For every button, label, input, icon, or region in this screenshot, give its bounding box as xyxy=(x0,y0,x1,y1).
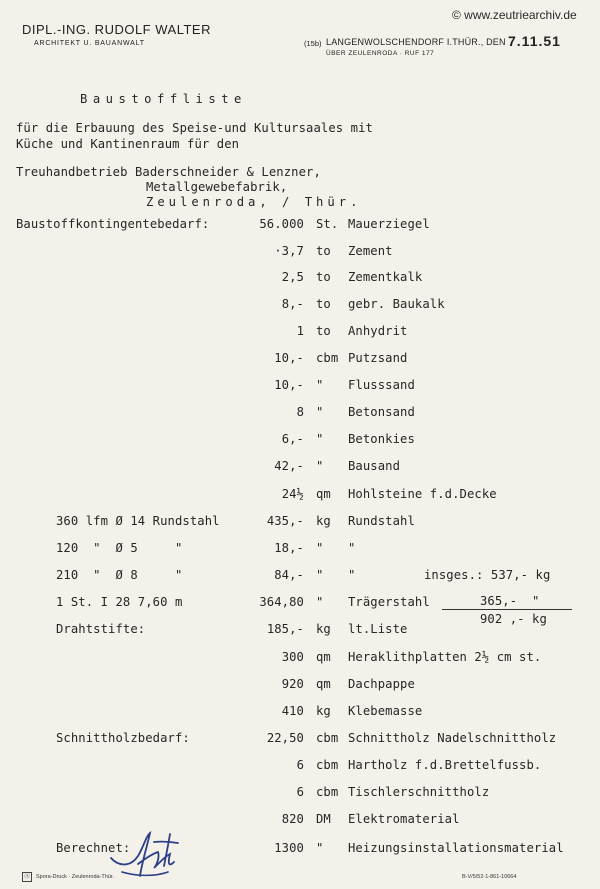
row-extra-total: insges.: 537,- kg xyxy=(424,568,551,582)
row-quantity: 410 xyxy=(281,704,304,718)
row-item: Betonkies xyxy=(348,432,415,446)
row-quantity: ·3,7 xyxy=(274,244,304,258)
row-item: Anhydrit xyxy=(348,324,408,338)
letterhead-title: ARCHITEKT U. BAUANWALT xyxy=(34,40,145,47)
sum-underline xyxy=(442,609,572,610)
row-quantity: 920 xyxy=(281,677,304,691)
row-unit: " xyxy=(316,595,324,609)
row-quantity: 22,50 xyxy=(266,731,304,745)
row-quantity: 6,- xyxy=(281,432,304,446)
row-unit: " xyxy=(316,841,324,855)
row-unit: " xyxy=(316,405,324,419)
row-item: lt.Liste xyxy=(348,622,408,636)
row-unit: kg xyxy=(316,704,331,718)
row-item: " xyxy=(348,541,356,555)
printer-mark-icon: Ⓐ xyxy=(23,874,30,880)
row-quantity: 8 xyxy=(296,405,304,419)
letterhead-place-code: (15b) xyxy=(304,39,322,48)
row-quantity: 2,5 xyxy=(281,270,304,284)
row-quantity: 6 xyxy=(296,785,304,799)
row-item: Klebemasse xyxy=(348,704,423,718)
row-item: Bausand xyxy=(348,459,401,473)
row-unit: to xyxy=(316,324,331,338)
row-item: Hohlsteine f.d.Decke xyxy=(348,487,497,501)
row-item: Zement xyxy=(348,244,393,258)
row-quantity: 1 xyxy=(296,324,304,338)
row-quantity: 6 xyxy=(296,758,304,772)
row-quantity: 10,- xyxy=(274,378,304,392)
row-left-note: 1 St. I 28 7,60 m xyxy=(56,595,183,609)
watermark: © www.zeutriearchiv.de xyxy=(452,8,577,22)
row-unit: qm xyxy=(316,487,331,501)
row-quantity: 820 xyxy=(281,812,304,826)
signature xyxy=(108,828,186,886)
row-unit: cbm xyxy=(316,351,339,365)
row-unit: " xyxy=(316,432,324,446)
row-unit: to xyxy=(316,244,331,258)
row-left-note: 210 " Ø 8 " xyxy=(56,568,183,582)
row-quantity: 435,- xyxy=(266,514,304,528)
row-item: gebr. Baukalk xyxy=(348,297,445,311)
intro-line-1: für die Erbauung des Speise-und Kultursaales mit xyxy=(16,121,373,135)
row-item: Betonsand xyxy=(348,405,415,419)
row-item: Putzsand xyxy=(348,351,408,365)
row-item: " xyxy=(348,568,356,582)
row-left-note: Schnittholzbedarf: xyxy=(56,731,190,745)
letterhead-name: DIPL.-ING. RUDOLF WALTER xyxy=(22,22,211,37)
row-unit: St. xyxy=(316,217,339,231)
row-unit: to xyxy=(316,270,331,284)
footer-printer: Spora-Druck · Zeulenroda-Thür. xyxy=(36,874,114,880)
row-item: Elektromaterial xyxy=(348,812,460,826)
row-item: Trägerstahl xyxy=(348,595,430,609)
row-item: Hartholz f.d.Brettelfussb. xyxy=(348,758,542,772)
intro-line-2: Küche und Kantinenraum für den xyxy=(16,137,240,151)
row-unit: cbm xyxy=(316,785,339,799)
letterhead-date: 7.11.51 xyxy=(508,33,561,49)
row-item: Schnittholz Nadelschnittholz xyxy=(348,731,557,745)
letterhead-place: LANGENWOLSCHENDORF I.THÜR., DEN xyxy=(326,37,506,47)
row-item: Heraklithplatten 2½ cm st. xyxy=(348,650,542,664)
row-extra-total: 365,- " xyxy=(480,594,540,608)
row-left-note: 120 " Ø 5 " xyxy=(56,541,183,555)
client-line-2: Metallgewebefabrik, xyxy=(146,180,288,194)
row-quantity: 42,- xyxy=(274,459,304,473)
row-quantity: 56.000 xyxy=(259,217,304,231)
row-unit: qm xyxy=(316,650,331,664)
row-item: Flusssand xyxy=(348,378,415,392)
row-extra-total: 902 ,- kg xyxy=(480,612,547,626)
row-quantity: 84,- xyxy=(274,568,304,582)
footer-code: B-V/5/52-1-861-10664 xyxy=(462,874,517,880)
row-quantity: 364,80 xyxy=(259,595,304,609)
row-left-note: 360 lfm Ø 14 Rundstahl xyxy=(56,514,220,528)
row-unit: to xyxy=(316,297,331,311)
row-left-note: Berechnet: xyxy=(56,841,131,855)
row-unit: " xyxy=(316,378,324,392)
row-unit: cbm xyxy=(316,758,339,772)
row-unit: qm xyxy=(316,677,331,691)
client-line-3: Zeulenroda, / Thür. xyxy=(146,195,362,209)
row-unit: cbm xyxy=(316,731,339,745)
row-quantity: 18,- xyxy=(274,541,304,555)
row-item: Mauerziegel xyxy=(348,217,430,231)
row-quantity: 300 xyxy=(281,650,304,664)
row-item: Dachpappe xyxy=(348,677,415,691)
row-unit: " xyxy=(316,568,324,582)
row-left-note: Drahtstifte: xyxy=(56,622,146,636)
client-line-1: Treuhandbetrieb Baderschneider & Lenzner, xyxy=(16,165,321,179)
row-unit: " xyxy=(316,459,324,473)
row-item: Rundstahl xyxy=(348,514,415,528)
row-quantity: 24½ xyxy=(281,487,304,501)
row-item: Tischlerschnittholz xyxy=(348,785,490,799)
row-quantity: 185,- xyxy=(266,622,304,636)
row-item: Zementkalk xyxy=(348,270,423,284)
demand-label: Baustoffkontingentebedarf: xyxy=(16,217,210,231)
document-title: Baustoffliste xyxy=(80,92,247,106)
letterhead-sub: ÜBER ZEULENRODA · RUF 177 xyxy=(326,50,435,57)
row-quantity: 1300 xyxy=(274,841,304,855)
row-quantity: 10,- xyxy=(274,351,304,365)
row-quantity: 8,- xyxy=(281,297,304,311)
row-item: Heizungsinstallationsmaterial xyxy=(348,841,564,855)
row-unit: kg xyxy=(316,514,331,528)
row-unit: kg xyxy=(316,622,331,636)
row-unit: DM xyxy=(316,812,331,826)
row-unit: " xyxy=(316,541,324,555)
